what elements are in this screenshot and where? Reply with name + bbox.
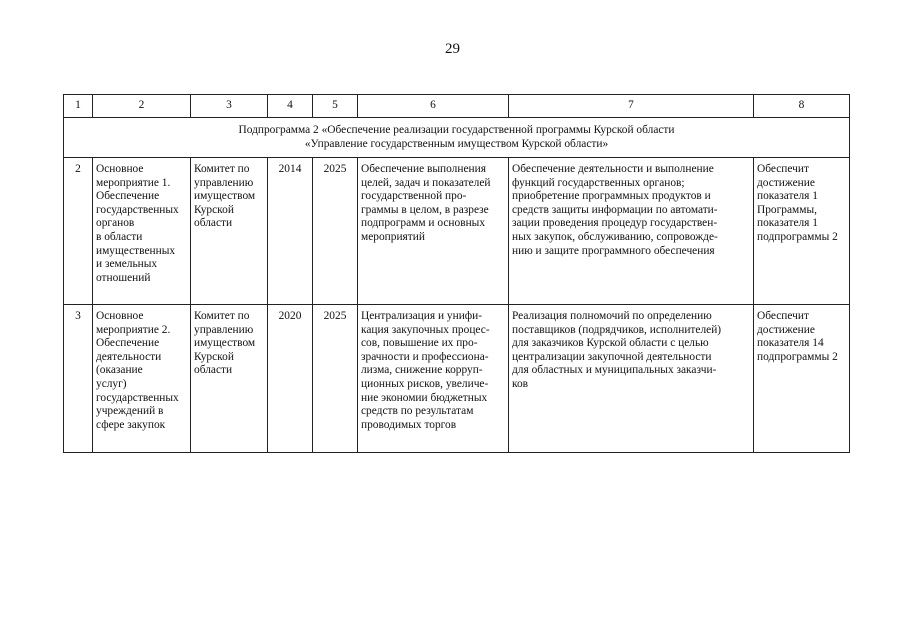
cell-text-line: Обеспечение деятельности и выполнение — [512, 163, 714, 175]
header-cell: 2 — [93, 95, 191, 118]
subprogram-title-line: «Управление государственным имуществом Курской области» — [304, 137, 609, 150]
end-year-cell: 2025 — [313, 158, 358, 305]
cell-text-line: средств по результатам — [361, 405, 474, 418]
cell-text-line: Реализация полномочий по определению — [512, 310, 712, 322]
cell-text-line: сфере закупок — [96, 418, 166, 431]
cell-text-line: приобретение программных продуктов и — [512, 190, 711, 203]
cell-text-line: для областных и муниципальных заказчи- — [512, 364, 717, 377]
cell-text-line: Комитет по — [194, 163, 250, 175]
cell-text-line: средств защиты информации по автомати- — [512, 203, 718, 216]
cell-text-line: имуществом — [194, 337, 256, 350]
cell-text-line: Курской — [194, 350, 234, 363]
cell-text-line: ков — [512, 377, 529, 390]
subprogram-title — [64, 118, 850, 158]
expected-result-cell — [358, 158, 509, 305]
cell-text-line: функций государственных органов; — [512, 176, 685, 189]
cell-text-line: учреждений в — [96, 405, 164, 418]
cell-text-line: показателя 14 — [757, 337, 824, 350]
indicator-link-cell — [754, 158, 850, 305]
cell-text-line: ных закупок, обслуживанию, сопровожде- — [512, 230, 718, 243]
header-row — [64, 95, 850, 118]
cell-text-line: в области — [96, 230, 143, 243]
cell-text-line: Централизация и унифи- — [361, 310, 483, 322]
cell-text-line: поставщиков (подрядчиков, исполнителей) — [512, 323, 722, 336]
cell-text-line: Обеспечение — [96, 337, 160, 350]
cell-text-line: подпрограммы 2 — [757, 350, 838, 363]
measure-cell — [93, 305, 191, 453]
subprogram-row — [64, 118, 850, 158]
cell-text-line: области — [194, 217, 233, 230]
cell-text-line: показателя 1 — [757, 190, 818, 203]
responsible-cell — [191, 305, 268, 453]
cell-text-line: достижение — [757, 323, 815, 336]
row-number: 2 — [64, 158, 93, 305]
cell-text-line: Основное — [96, 163, 144, 175]
cell-text-line: Комитет по — [194, 310, 250, 322]
cell-text-line: Обеспечит — [757, 310, 809, 322]
cell-text-line: лизма, снижение корруп- — [361, 364, 483, 377]
end-year-cell: 2025 — [313, 305, 358, 453]
main-directions-cell — [509, 305, 754, 453]
cell-text-line: Программы, — [757, 203, 817, 216]
cell-text-line: мероприятий — [361, 230, 425, 243]
activities-table — [63, 94, 850, 453]
header-cell: 6 — [358, 95, 509, 118]
cell-text-line: подпрограммы 2 — [757, 230, 838, 243]
cell-text-line: Основное — [96, 310, 144, 322]
cell-text-line: достижение — [757, 176, 815, 189]
cell-text-line: Обеспечит — [757, 163, 809, 175]
start-year-cell: 2020 — [268, 305, 313, 453]
cell-text-line: сов, повышение их про- — [361, 337, 478, 350]
expected-result-cell — [358, 305, 509, 453]
cell-text-line: услуг) — [96, 377, 127, 390]
cell-text-line: нию и защите программного обеспечения — [512, 244, 715, 257]
cell-text-line: мероприятие 1. — [96, 176, 171, 189]
main-directions-cell — [509, 158, 754, 305]
header-cell: 4 — [268, 95, 313, 118]
cell-text-line: управлению — [194, 176, 254, 189]
subprogram-title-line: Подпрограмма 2 «Обеспечение реализации государственной программы Курской области — [238, 123, 675, 136]
header-cell: 8 — [754, 95, 850, 118]
cell-text-line: государственных — [96, 203, 179, 216]
cell-text-line: отношений — [96, 271, 151, 284]
cell-text-line: проводимых торгов — [361, 418, 457, 431]
cell-text-line: области — [194, 364, 233, 377]
cell-text-line: Курской — [194, 203, 234, 216]
responsible-cell — [191, 158, 268, 305]
cell-text-line: управлению — [194, 323, 254, 336]
header-cell: 3 — [191, 95, 268, 118]
cell-text-line: централизации закупочной деятельности — [512, 350, 712, 363]
start-year-cell: 2014 — [268, 158, 313, 305]
cell-text-line: зрачности и профессиона- — [361, 350, 489, 363]
cell-text-line: государственных — [96, 391, 179, 404]
table-row — [64, 158, 850, 305]
cell-text-line: деятельности — [96, 350, 162, 363]
header-cell: 5 — [313, 95, 358, 118]
cell-text-line: граммы в целом, в разрезе — [361, 203, 489, 216]
cell-text-line: показателя 1 — [757, 217, 818, 230]
cell-text-line: ние экономии бюджетных — [361, 391, 488, 404]
header-cell: 7 — [509, 95, 754, 118]
cell-text-line: целей, задач и показателей — [361, 176, 491, 189]
cell-text-line: Обеспечение — [96, 190, 160, 203]
cell-text-line: Обеспечение выполнения — [361, 163, 486, 175]
cell-text-line: государственной про- — [361, 190, 467, 203]
cell-text-line: зации проведения процедур государствен- — [512, 217, 718, 230]
header-cell: 1 — [64, 95, 93, 118]
page-number: 29 — [445, 41, 460, 57]
cell-text-line: для заказчиков Курской области с целью — [512, 337, 709, 350]
cell-text-line: органов — [96, 217, 135, 230]
cell-text-line: мероприятие 2. — [96, 323, 171, 336]
measure-cell — [93, 158, 191, 305]
table-row — [64, 305, 850, 453]
cell-text-line: кация закупочных процес- — [361, 323, 490, 336]
indicator-link-cell — [754, 305, 850, 453]
cell-text-line: (оказание — [96, 364, 143, 377]
cell-text-line: и земельных — [96, 258, 158, 271]
cell-text-line: имущественных — [96, 244, 176, 257]
cell-text-line: имуществом — [194, 190, 256, 203]
row-number: 3 — [64, 305, 93, 453]
cell-text-line: подпрограмм и основных — [361, 217, 486, 230]
cell-text-line: ционных рисков, увеличе- — [361, 377, 489, 390]
